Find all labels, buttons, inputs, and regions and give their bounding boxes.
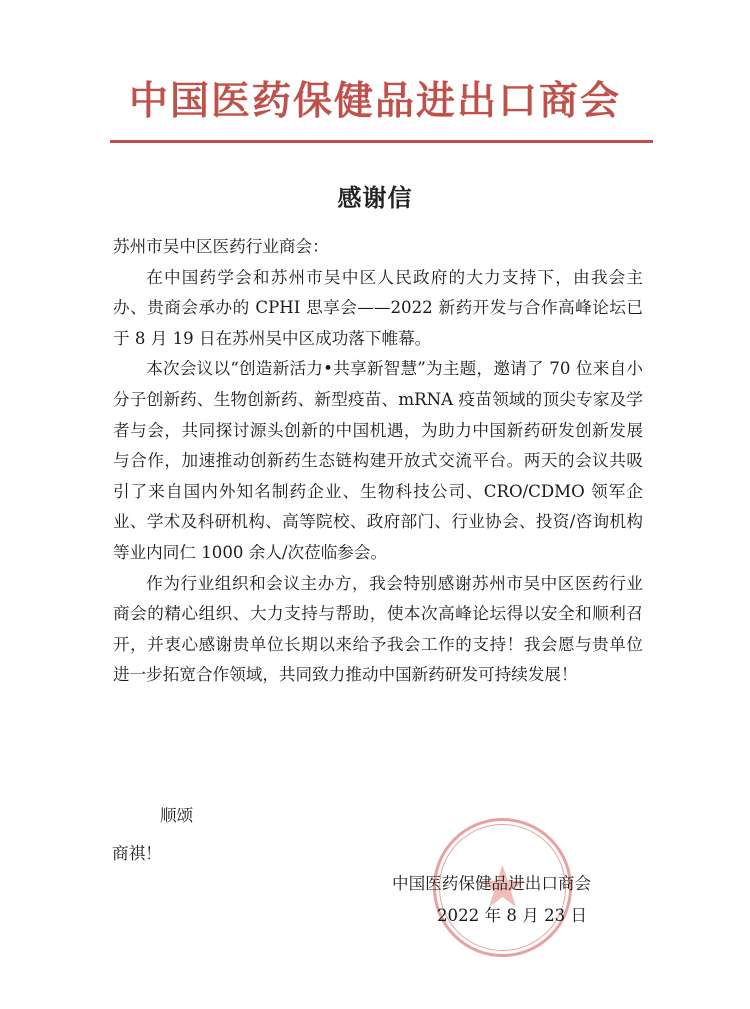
paragraph-3: 作为行业组织和会议主办方，我会特别感谢苏州市吴中区医药行业商会的精心组织、大力支持与帮助，使本次高峰论坛得以安全和顺利召开，并衷心感谢贵单位长期以来给予我会工作的支持！我会愿与贵单位进一步拓宽合作领域，共同致力推动中国新药研发可持续发展！ xyxy=(113,573,643,685)
letter-body xyxy=(113,232,643,691)
letter-title: 感谢信 xyxy=(337,184,413,212)
closing-wish: 商祺！ xyxy=(112,844,162,863)
closing-greeting: 顺颂 xyxy=(160,806,194,825)
signature-organization: 中国医药保健品进出口商会 xyxy=(392,874,592,893)
letterhead-rule xyxy=(110,140,653,143)
paragraph-1: 在中国药学会和苏州市吴中区人民政府的大力支持下，由我会主办、贵商会承办的 CPHI 思享会——2022 新药开发与合作高峰论坛已于 8 月 19 日在苏州吴中区成功落下帷幕。 xyxy=(113,267,643,348)
signature-date: 2022 年 8 月 23 日 xyxy=(437,906,588,925)
paragraph-2: 本次会议以“创造新活力•共享新智慧”为主题，邀请了 70 位来自小分子创新药、生物创新药、新型疫苗、mRNA 疫苗领域的顶尖专家及学者与会，共同探讨源头创新的中国机遇，为助力中国新药研发创新发展与合作，加速推动创新药生态链构建开放式交流平台。两天的会议共吸引了来自国内外知名制药企业、生物科技公司、CRO/CDMO 领军企业、学术及科研机构、高等院校、政府部门、行业协会、投资/咨询机构等业内同仁 1000 余人/次莅临参会。 xyxy=(113,359,643,562)
salutation: 苏州市吴中区医药行业商会： xyxy=(113,237,329,256)
letterhead: 中国医药保健品进出口商会 xyxy=(128,78,621,124)
